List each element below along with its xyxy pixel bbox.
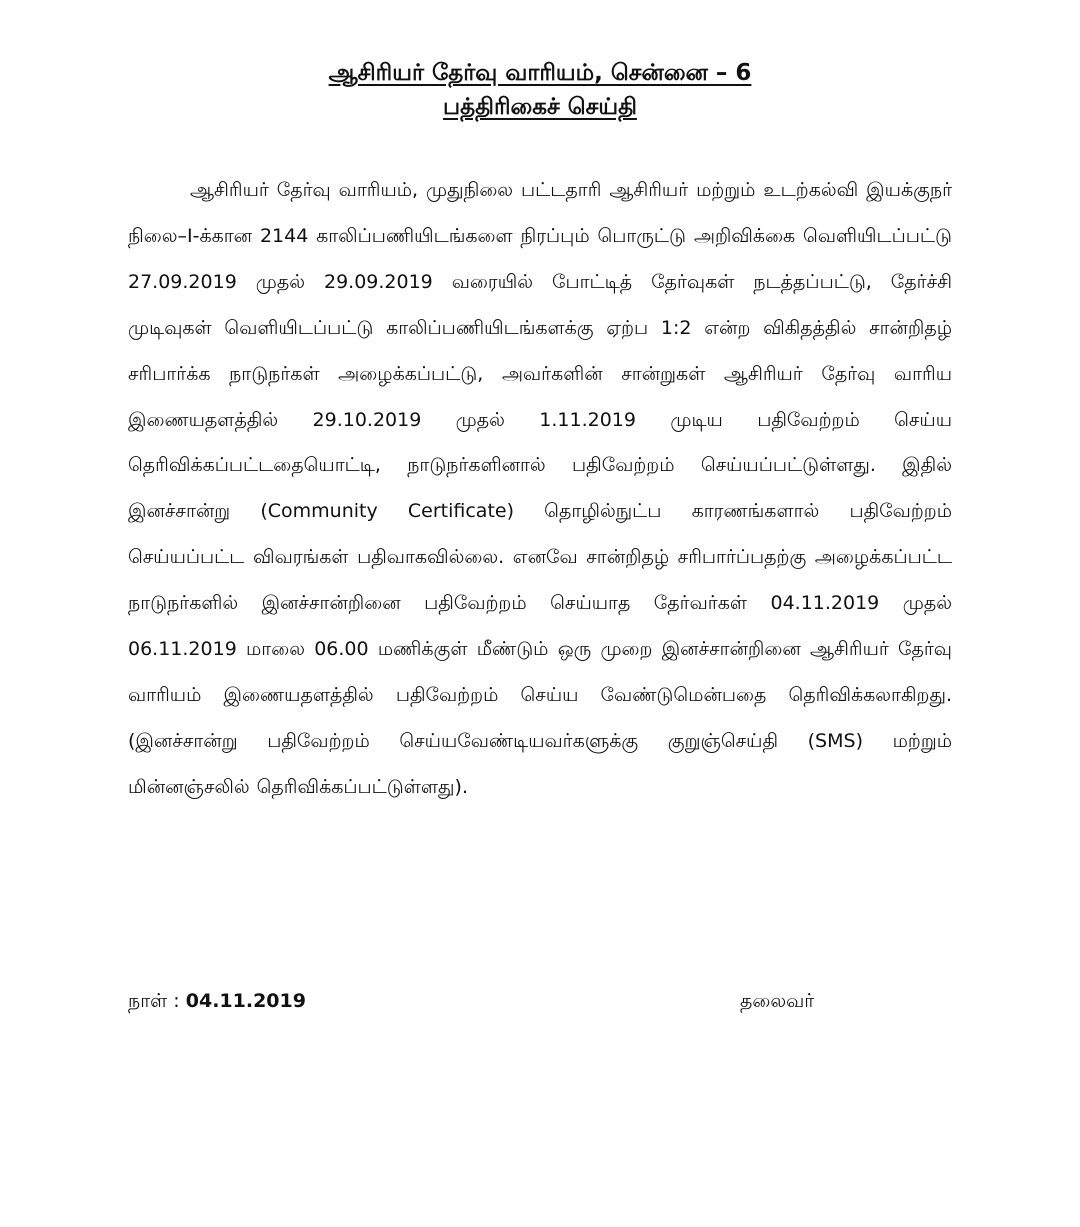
- date-label: நாள் :: [128, 990, 186, 1012]
- press-release-body: ஆசிரியர் தேர்வு வாரியம், முதுநிலை பட்டதாரி ஆசிரியர் மற்றும் உடற்கல்வி இயக்குநர் நிலை–I-க்கான 2144 காலிப்பணியிடங்களை நிரப்பும் பொருட்டு அறிவிக்கை வெளியிடப்பட்டு 27.09.2019 முதல் 29.09.2019 வரையில் போட்டித் தேர்வுகள் நடத்தப்பட்டு, தேர்ச்சி முடிவுகள் வெளியிடப்பட்டு காலிப்பணியிடங்களக்கு ஏற்ப 1:2 என்ற விகிதத்தில் சான்றிதழ் சரிபார்க்க நாடுநர்கள் அழைக்கப்பட்டு, அவர்களின் சான்றுகள் ஆசிரியர் தேர்வு வாரிய இணையதளத்தில் 29.10.2019 முதல் 1.11.2019 முடிய பதிவேற்றம் செய்ய தெரிவிக்கப்பட்டதையொட்டி, நாடுநர்களினால் பதிவேற்றம் செய்யப்பட்டுள்ளது. இதில் இனச்சான்று (Community Certificate) தொழில்நுட்ப காரணங்களால் பதிவேற்றம் செய்யப்பட்ட விவரங்கள் பதிவாகவில்லை. எனவே சான்றிதழ் சரிபார்ப்பதற்கு அழைக்கப்பட்ட நாடுநர்களில் இனச்சான்றினை பதிவேற்றம் செய்யாத தேர்வர்கள் 04.11.2019 முதல் 06.11.2019 மாலை 06.00 மணிக்குள் மீண்டும் ஒரு முறை இனச்சான்றினை ஆசிரியர் தேர்வு வாரியம் இணையதளத்தில் பதிவேற்றம் செய்ய வேண்டுமென்பதை தெரிவிக்கலாகிறது. (இனச்சான்று பதிவேற்றம் செய்யவேண்டியவர்களுக்கு குறுஞ்செய்தி (SMS) மற்றும் மின்னஞ்சலில் தெரிவிக்கப்பட்டுள்ளது).: [128, 179, 952, 798]
- document-title: ஆசிரியர் தேர்வு வாரியம், சென்னை – 6: [328, 60, 752, 86]
- date-value: 04.11.2019: [185, 990, 306, 1012]
- document-subtitle: பத்திரிகைச் செய்தி: [443, 94, 637, 120]
- signatory: தலைவர்: [740, 990, 815, 1012]
- footer-date: [128, 986, 306, 1016]
